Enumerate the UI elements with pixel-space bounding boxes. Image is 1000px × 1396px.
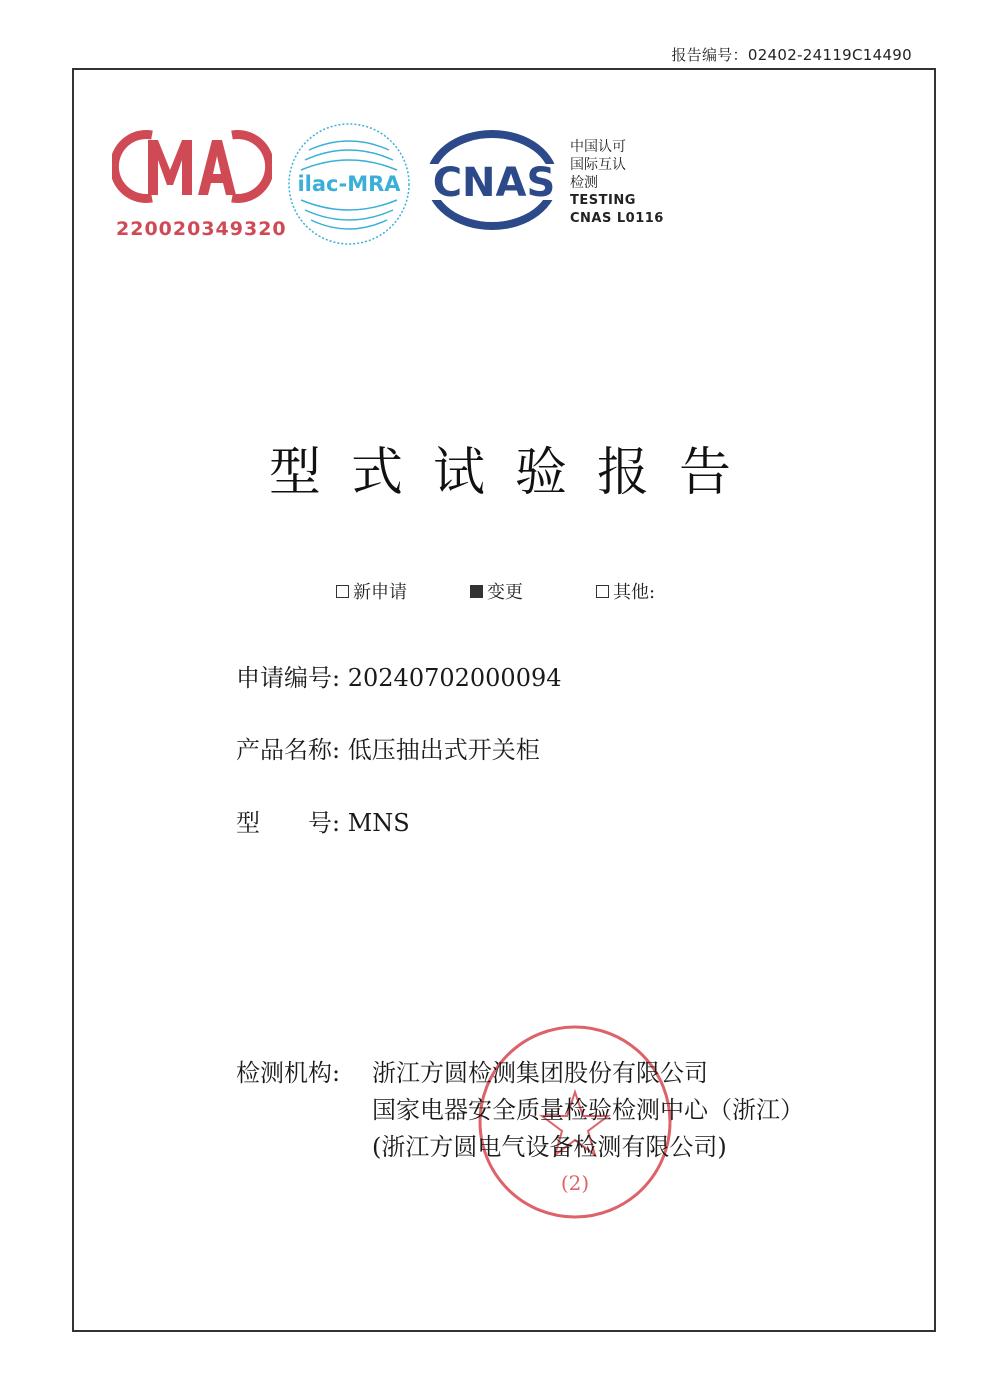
cnas-line1: 中国认可 [570,139,626,155]
testing-org-line3: (浙江方圆电气设备检测有限公司) [372,1133,727,1161]
product-name-label: 产品名称: [236,736,341,764]
option-other[interactable] [596,578,655,604]
product-name-value: 低压抽出式开关柜 [347,736,540,764]
cnas-caption [570,138,664,228]
option-new-application[interactable] [336,578,407,604]
svg-text:(2): (2) [560,1171,590,1195]
testing-org-line2: 国家电器安全质量检验检测中心（浙江） [372,1096,804,1124]
testing-org-label: 检测机构: [236,1059,341,1087]
model-label: 型 号: [236,809,341,837]
option-label: 其他: [613,582,656,603]
cnas-logo [422,128,567,233]
cma-number: 220020349320 [116,218,287,240]
cnas-line2: 国际互认 [570,157,626,173]
application-number-value: 20240702000094 [347,664,562,692]
ilac-mra-logo [285,120,413,248]
cnas-text: CNAS [432,160,556,206]
document-title: 型式试验报告 [268,443,761,503]
checkbox-icon [596,585,609,598]
application-number-label: 申请编号: [236,664,341,692]
option-change[interactable] [470,578,523,604]
product-name-row [236,730,540,765]
cnas-line5: CNAS L0116 [570,211,664,226]
ilac-text: ilac-MRA [297,172,401,196]
checked-checkbox-icon [470,585,483,598]
report-number-value: 02402-24119C14490 [747,46,912,64]
application-number-row [236,658,562,693]
report-number-label: 报告编号： [671,46,748,64]
report-number [671,44,912,65]
testing-org [372,1055,804,1166]
testing-org-line1: 浙江方圆检测集团股份有限公司 [372,1059,708,1087]
cnas-line4: TESTING [570,193,636,208]
cma-logo [112,120,272,215]
option-label: 变更 [487,582,523,603]
option-label: 新申请 [353,582,407,603]
model-value: MNS [347,809,410,837]
checkbox-icon [336,585,349,598]
model-row [236,803,410,838]
cnas-line3: 检测 [570,175,598,191]
